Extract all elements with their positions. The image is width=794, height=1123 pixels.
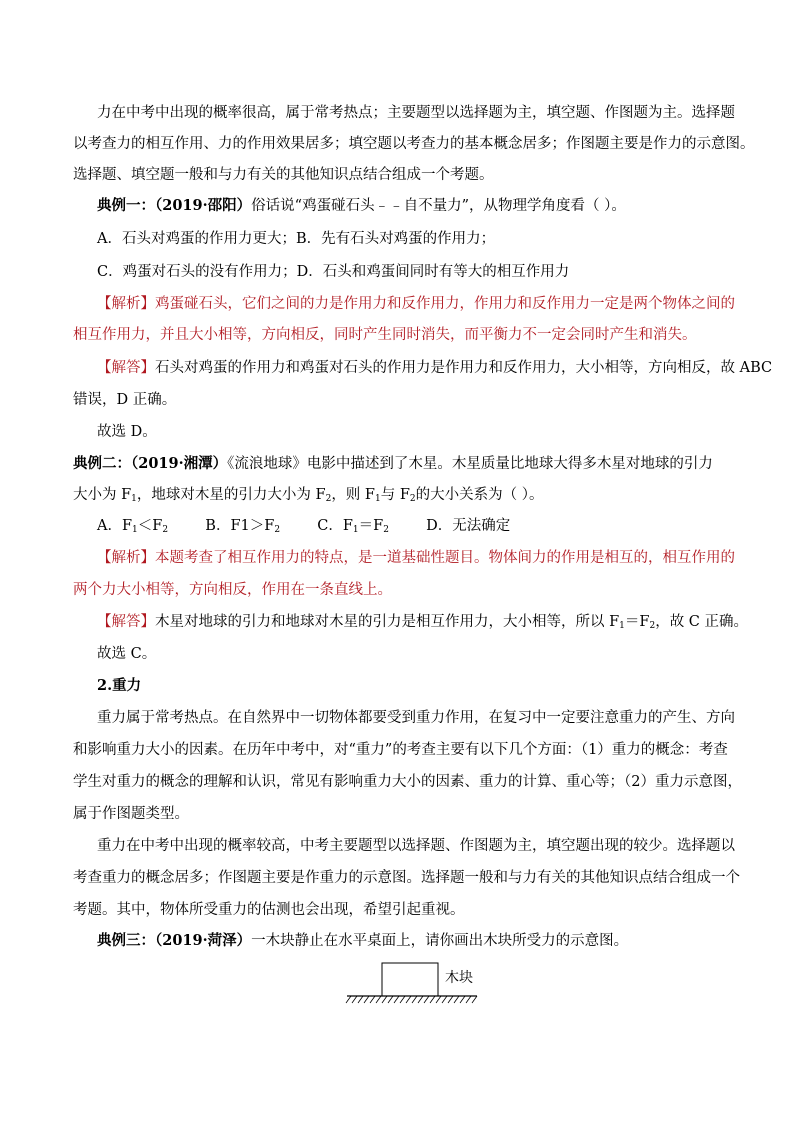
- example-1-question: [97, 196, 626, 216]
- paragraph-line: 和影响重力大小的因素。在历年中考中，对“重力”的考查主要有以下几个方面：（1）重力的概念：考查: [73, 742, 728, 758]
- analysis-text: 鸡蛋碰石头，它们之间的力是作用力和反作用力，作用力和反作用力一定是两个物体之间的: [155, 296, 735, 312]
- text-fragment: 大小为 F: [73, 487, 132, 503]
- answer-tag: 【解答】: [97, 360, 155, 376]
- analysis-line: 相互作用力，并且大小相等，方向相反，同时产生同时消失，而平衡力不一定会同时产生和消失。: [73, 327, 697, 343]
- table-hatching: [346, 996, 477, 1003]
- option-a: [97, 518, 168, 534]
- example-3-question: [97, 931, 628, 951]
- question-text: 一木块静止在水平桌面上，请你画出木块所受力的示意图。: [251, 933, 629, 949]
- analysis-text: 本题考查了相互作用力的特点，是一道基础性题目。物体间力的作用是相互的，相互作用的: [155, 550, 735, 566]
- subscript: 1: [132, 525, 138, 535]
- block-on-table-diagram: [345, 962, 485, 1004]
- answer-tag: 【解答】: [97, 614, 155, 630]
- answer-line: [97, 612, 748, 636]
- text-fragment: A．F: [97, 518, 133, 534]
- option-d: D．无法确定: [426, 518, 511, 534]
- choice-line: 故选 C。: [97, 646, 157, 662]
- block-label: 木块: [445, 970, 473, 986]
- paragraph-line: 学生对重力的概念的理解和认识，常见有影响重力大小的因素、重力的计算、重心等；（2）重力示意图，: [73, 774, 742, 790]
- wooden-block: [382, 963, 438, 996]
- paragraph-line: 重力属于常考热点。在自然界中一切物体都要受到重力作用，在复习中一定要注意重力的产生、方向: [97, 710, 735, 726]
- option-c: [317, 518, 389, 534]
- option-line: C．鸡蛋对石头的没有作用力；D．石头和鸡蛋间同时有等大的相互作用力: [97, 264, 570, 280]
- paragraph-line: 重力在中考中出现的概率较高，中考主要题型以选择题、作图题为主，填空题出现的较少。选择题以: [97, 838, 735, 854]
- example-label: 典例三：（2019·菏泽）: [97, 932, 252, 949]
- text-fragment: ，地球对木星的引力大小为 F: [136, 487, 326, 503]
- text-fragment: 与 F: [380, 487, 410, 503]
- example-label: 典例二：（2019·湘潭）: [73, 455, 228, 472]
- text-fragment: ，故 C 正确。: [655, 614, 749, 630]
- paragraph-line: 力在中考中出现的概率很高，属于常考热点；主要题型以选择题为主，填空题、作图题为主。选择题: [97, 105, 735, 121]
- subscript: 1: [352, 525, 359, 535]
- paragraph-line: 选择题、填空题一般和与力有关的其他知识点结合组成一个考题。: [73, 167, 494, 183]
- analysis-tag: 【解析】: [97, 550, 155, 566]
- paragraph-line: 考查重力的概念居多；作图题主要是作重力的示意图。选择题一般和与力有关的其他知识点结合组成一个: [73, 870, 740, 886]
- analysis-line: [97, 548, 735, 568]
- subscript: 1: [131, 494, 137, 504]
- section-heading: 2.重力: [97, 677, 142, 694]
- text-fragment: ＝F: [624, 614, 650, 630]
- question-line: [73, 485, 543, 509]
- analysis-line: [97, 294, 735, 314]
- paragraph-line: 以考查力的相互作用、力的作用效果居多；填空题以考查力的基本概念居多；作图题主要是作力的示意图。: [73, 136, 755, 152]
- option-line: A．石头对鸡蛋的作用力更大；B．先有石头对鸡蛋的作用力；: [97, 231, 496, 247]
- answer-line: 错误，D 正确。: [73, 392, 177, 408]
- answer-line: [97, 358, 772, 378]
- paragraph-line: 考题。其中，物体所受重力的估测也会出现，希望引起重视。: [73, 902, 465, 918]
- text-fragment: 的大小关系为（ ）。: [415, 487, 544, 503]
- options-line: [97, 516, 510, 540]
- analysis-line: 两个力大小相等，方向相反，作用在一条直线上。: [73, 582, 392, 598]
- question-text: 俗话说“鸡蛋碰石头﹣﹣自不量力”，从物理学角度看（ ）。: [251, 198, 626, 214]
- subscript: 2: [383, 525, 389, 535]
- subscript: 2: [649, 621, 656, 631]
- text-fragment: 木星对地球的引力和地球对木星的引力是相互作用力，大小相等，所以 F: [155, 614, 620, 630]
- text-fragment: C．F: [317, 518, 353, 534]
- subscript: 2: [409, 494, 416, 504]
- analysis-tag: 【解析】: [97, 296, 155, 312]
- subscript: 2: [274, 525, 281, 535]
- option-b: [205, 518, 280, 534]
- subscript: 2: [162, 525, 169, 535]
- subscript: 2: [325, 494, 332, 504]
- choice-line: 故选 D。: [97, 424, 157, 440]
- text-fragment: B．F1＞F: [205, 518, 275, 534]
- question-text: 《流浪地球》电影中描述到了木星。木星质量比地球大得多木星对地球的引力: [227, 456, 713, 472]
- text-fragment: ，则 F: [331, 487, 375, 503]
- subscript: 1: [619, 621, 625, 631]
- example-label: 典例一：（2019·邵阳）: [97, 197, 252, 214]
- text-fragment: ＝F: [358, 518, 384, 534]
- paragraph-line: 属于作图题类型。: [73, 806, 189, 822]
- text-fragment: ＜F: [137, 518, 163, 534]
- example-2-question: [73, 454, 713, 474]
- answer-text: 石头对鸡蛋的作用力和鸡蛋对石头的作用力是作用力和反作用力，大小相等，方向相反，故 ABC: [155, 360, 773, 376]
- subscript: 1: [374, 494, 381, 504]
